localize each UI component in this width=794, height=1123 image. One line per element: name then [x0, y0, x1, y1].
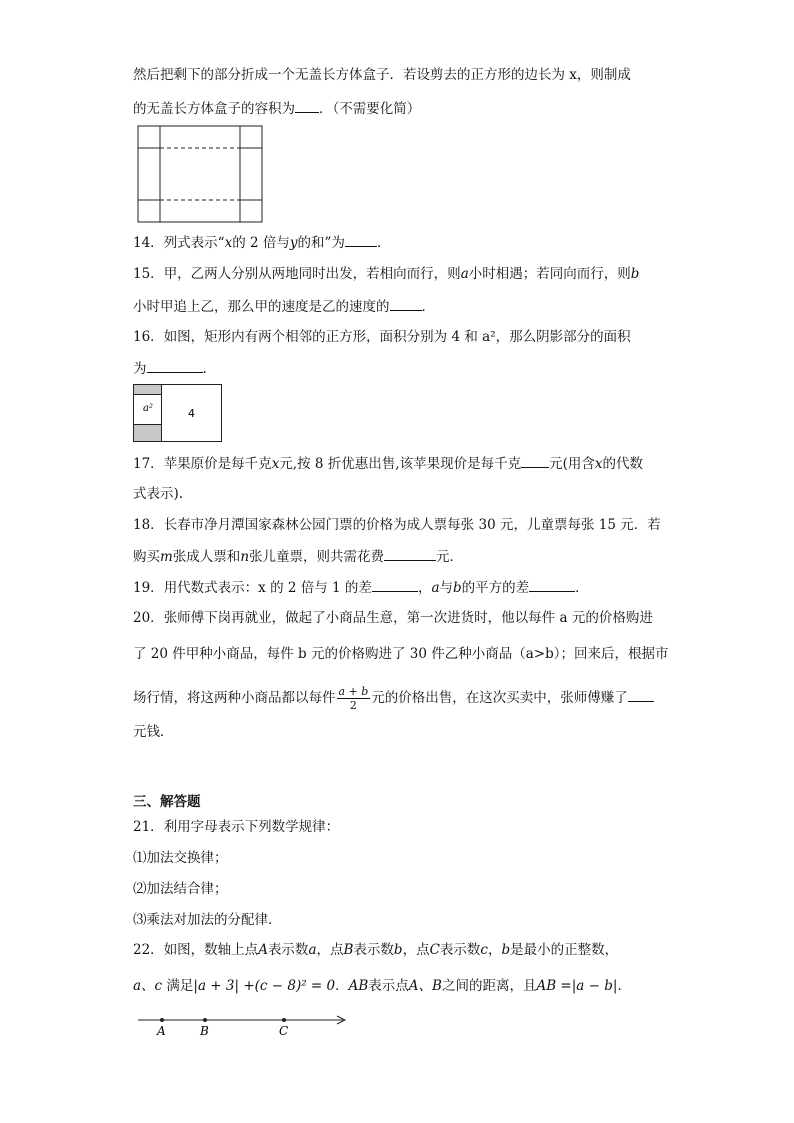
- point-a-label: A: [157, 1024, 166, 1038]
- answer-blank: [628, 687, 654, 702]
- q13-line2: 的无盖长方体盒子的容积为 ．（不需要化简）: [133, 98, 420, 119]
- q21-item-1: ⑴加法交换律；: [133, 850, 228, 866]
- question-22-line1: 22．如图，数轴上点A表示数a，点B表示数b，点C表示数c，b是最小的正整数，: [133, 942, 619, 958]
- point-c: [282, 1018, 286, 1022]
- question-19: 19．用代数式表示：x 的 2 倍与 1 的差 ，a与b的平方的差 ．: [133, 577, 589, 598]
- q13-line1: 然后把剩下的部分折成一个无盖长方体盒子．若设剪去的正方形的边长为 x，则制成: [133, 67, 631, 83]
- question-17-line1: 17．苹果原价是每千克x元,按 8 折优惠出售,该苹果现价是每千克 元(用含x的代数: [133, 453, 643, 474]
- question-14: 14．列式表示“x的 2 倍与y的和”为 ．: [133, 232, 390, 253]
- rectangle-squares-figure: [133, 384, 223, 444]
- question-15-line1: 15．甲，乙两人分别从两地同时出发，若相向而行，则a小时相遇；若同向而行，则b: [133, 266, 640, 282]
- point-c-label: C: [279, 1024, 289, 1038]
- question-17-line2: 式表示).: [133, 486, 184, 502]
- point-b: [203, 1018, 207, 1022]
- point-a: [160, 1018, 164, 1022]
- question-20-line4: 元钱．: [133, 724, 174, 740]
- answer-blank: [147, 358, 203, 373]
- fraction-a-plus-b-over-2: $\frac{a + b}{2}$: [338, 685, 369, 712]
- answer-blank: [295, 98, 319, 113]
- q21-item-2: ⑵加法结合律；: [133, 881, 228, 897]
- answer-blank: [390, 296, 422, 311]
- answer-blank: [345, 232, 377, 247]
- question-20-line3: 场行情，将这两种小商品都以每件 $\frac{a + b}{2}$ 元的价格出售，在这次买卖中，张师傅赚了: [133, 680, 654, 716]
- square-a2-label: a²: [143, 403, 153, 414]
- question-22-line2: a、c 满足|a + 3| +(c − 8)² = 0．AB表示点A、B之间的距离，且AB =|a − b|．: [133, 978, 631, 994]
- question-20-line2: 了 20 件甲种小商品，每件 b 元的价格购进了 30 件乙种小商品（a>b）；回来后，根据市: [133, 646, 669, 662]
- answer-blank: [384, 546, 436, 561]
- question-15-line2: 小时甲追上乙，那么甲的速度是乙的速度的 ．: [133, 296, 435, 317]
- question-20-line1: 20．张师傅下岗再就业，做起了小商品生意，第一次进货时，他以每件 a 元的价格购进: [133, 610, 653, 626]
- number-line-figure: [133, 1010, 353, 1040]
- question-16-line2: 为 .: [133, 358, 207, 379]
- question-18-line2: 购买m张成人票和n张儿童票，则共需花费 元．: [133, 546, 463, 567]
- question-21: 21．利用字母表示下列数学规律：: [133, 819, 340, 835]
- answer-blank: [521, 453, 549, 468]
- section-heading: 三、解答题: [133, 794, 201, 810]
- square-4-label: 4: [188, 407, 195, 420]
- answer-blank: [372, 577, 418, 592]
- question-16-line1: 16．如图，矩形内有两个相邻的正方形，面积分别为 4 和 a²，那么阴影部分的面积: [133, 329, 631, 345]
- answer-blank: [529, 577, 575, 592]
- q21-item-3: ⑶乘法对加法的分配律．: [133, 912, 282, 928]
- box-net-figure: [137, 125, 265, 225]
- question-18-line1: 18．长春市净月潭国家森林公园门票的价格为成人票每张 30 元，儿童票每张 15 元．若: [133, 517, 661, 533]
- point-b-label: B: [200, 1024, 209, 1038]
